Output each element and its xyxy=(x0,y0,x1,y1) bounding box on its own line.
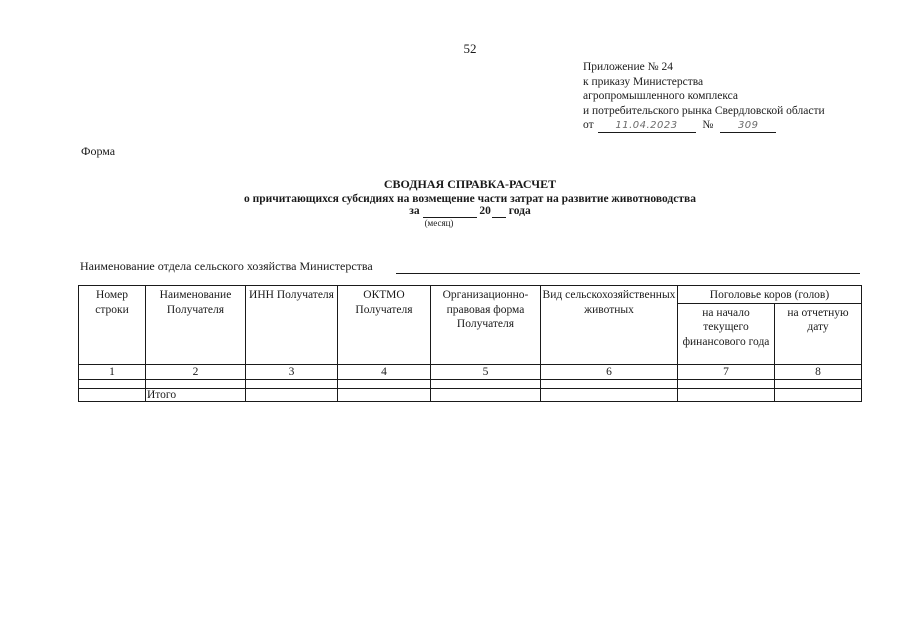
empty-cell xyxy=(246,389,338,402)
period-suffix: года xyxy=(508,205,531,217)
number-prefix: № xyxy=(702,119,714,131)
period-year-prefix: 20 xyxy=(479,205,491,217)
column-number: 3 xyxy=(246,364,338,380)
department-field-line xyxy=(396,273,860,274)
date-handwritten: 11.04.2023 xyxy=(615,120,678,131)
empty-cell xyxy=(79,389,146,402)
header-oktmo: ОКТМО Получателя xyxy=(338,286,431,365)
date-prefix: от xyxy=(583,119,594,131)
number-field xyxy=(720,119,776,133)
period-line xyxy=(200,205,740,218)
column-number: 5 xyxy=(431,364,541,380)
header-animal-type: Вид сельскохозяйственных животных xyxy=(541,286,678,365)
title-block xyxy=(200,177,740,228)
appendix-line: и потребительского рынка Свердловской области xyxy=(583,104,825,117)
header-legal-form: Организационно-правовая форма Получателя xyxy=(431,286,541,365)
department-label: Наименование отдела сельского хозяйства Министерства xyxy=(80,259,373,273)
date-field xyxy=(598,119,696,133)
subsidy-table xyxy=(78,285,862,402)
empty-cell xyxy=(338,380,431,389)
page-number: 52 xyxy=(463,41,477,56)
appendix-date-line xyxy=(583,118,825,133)
empty-cell xyxy=(775,380,862,389)
month-blank xyxy=(423,205,477,218)
column-number: 7 xyxy=(678,364,775,380)
year-blank xyxy=(492,205,506,218)
header-recipient-name: Наименование Получателя xyxy=(146,286,246,365)
number-handwritten: 309 xyxy=(737,120,759,131)
empty-cell xyxy=(541,380,678,389)
total-label: Итого xyxy=(146,389,246,402)
column-number: 4 xyxy=(338,364,431,380)
header-inn: ИНН Получателя xyxy=(246,286,338,365)
month-note: (месяц) xyxy=(424,218,454,228)
appendix-line: агропромышленного комплекса xyxy=(583,90,739,102)
column-number: 1 xyxy=(79,364,146,380)
column-number: 8 xyxy=(775,364,862,380)
empty-row xyxy=(79,380,862,389)
header-row-number: Номер строки xyxy=(79,286,146,365)
document-title: СВОДНАЯ СПРАВКА-РАСЧЕТ xyxy=(383,177,557,191)
document-subtitle: о причитающихся субсидиях на возмещение части затрат на развитие животноводства xyxy=(244,193,696,205)
column-number: 2 xyxy=(146,364,246,380)
header-start-of-year: на начало текущего финансового года xyxy=(678,303,775,364)
appendix-line: Приложение № 24 xyxy=(583,61,673,73)
empty-cell xyxy=(431,380,541,389)
header-cow-livestock: Поголовье коров (голов) xyxy=(678,286,862,304)
header-reporting-date: на отчетную дату xyxy=(775,303,862,364)
appendix-line: к приказу Министерства xyxy=(583,75,704,88)
empty-cell xyxy=(541,389,678,402)
period-prefix: за xyxy=(409,205,420,217)
form-label: Форма xyxy=(81,144,116,158)
empty-cell xyxy=(678,389,775,402)
total-row xyxy=(79,389,862,402)
empty-cell xyxy=(775,389,862,402)
empty-cell xyxy=(246,380,338,389)
empty-cell xyxy=(678,380,775,389)
empty-cell xyxy=(146,380,246,389)
header-row xyxy=(79,286,862,304)
column-number: 6 xyxy=(541,364,678,380)
column-number-row xyxy=(79,364,862,380)
empty-cell xyxy=(431,389,541,402)
empty-cell xyxy=(79,380,146,389)
empty-cell xyxy=(338,389,431,402)
appendix-block xyxy=(583,60,825,133)
